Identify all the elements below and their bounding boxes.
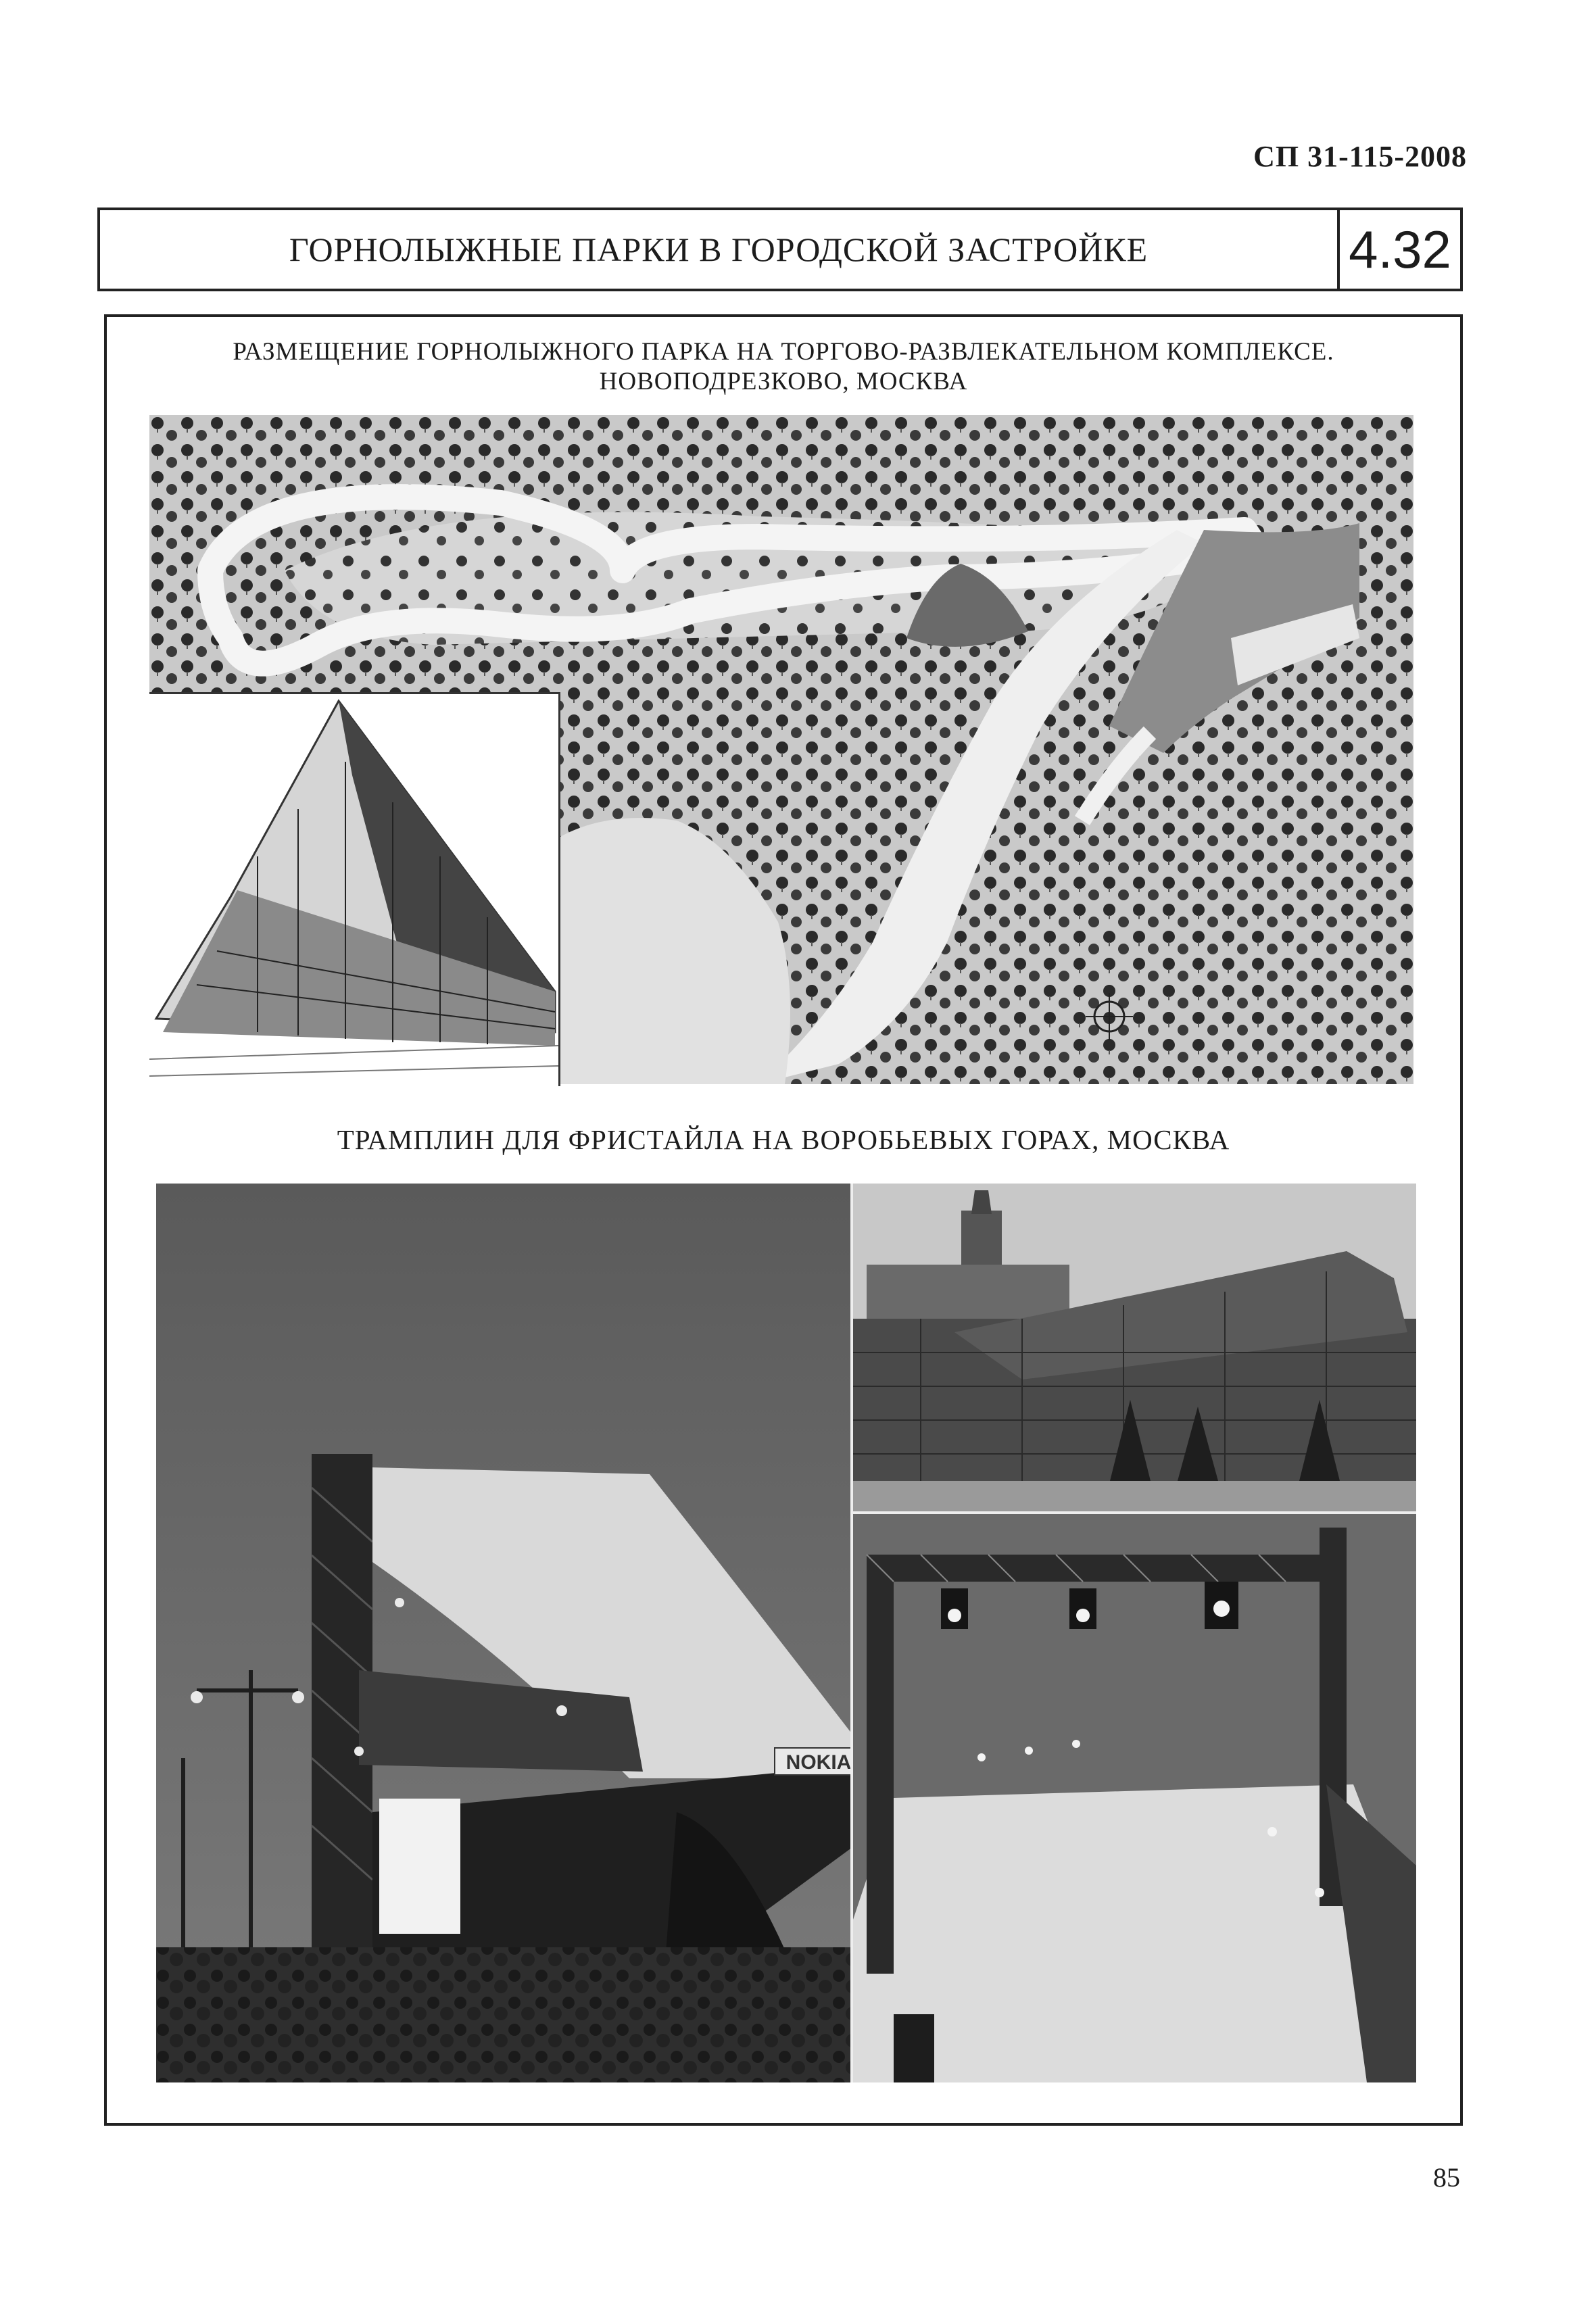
ramp-construction-photo (850, 1184, 1416, 1514)
nokia-banner-text: NOKIA (785, 1751, 852, 1774)
facade-perspective-image (149, 692, 560, 1086)
caption-ski-park-line1: РАЗМЕЩЕНИЕ ГОРНОЛЫЖНОГО ПАРКА НА ТОРГОВО-РАЗВЛЕКАТЕЛЬНОМ КОМПЛЕКСЕ. (233, 338, 1334, 366)
ramp-gantry-night-photo (850, 1514, 1416, 2082)
caption-freestyle-ramp: ТРАМПЛИН ДЛЯ ФРИСТАЙЛА НА ВОРОБЬЕВЫХ ГОРАХ, МОСКВА (337, 1124, 1230, 1155)
content-frame (104, 314, 1463, 2126)
doc-code: СП 31-115-2008 (1253, 140, 1467, 173)
caption-ski-park-line2: НОВОПОДРЕЗКОВО, МОСКВА (599, 368, 968, 395)
page-number: 85 (1433, 2162, 1460, 2193)
section-number: 4.32 (1337, 210, 1460, 289)
title-frame (97, 208, 1463, 291)
caption-ski-park (107, 337, 1460, 397)
page-title: ГОРНОЛЫЖНЫЕ ПАРКИ В ГОРОДСКОЙ ЗАСТРОЙКЕ (289, 230, 1148, 268)
